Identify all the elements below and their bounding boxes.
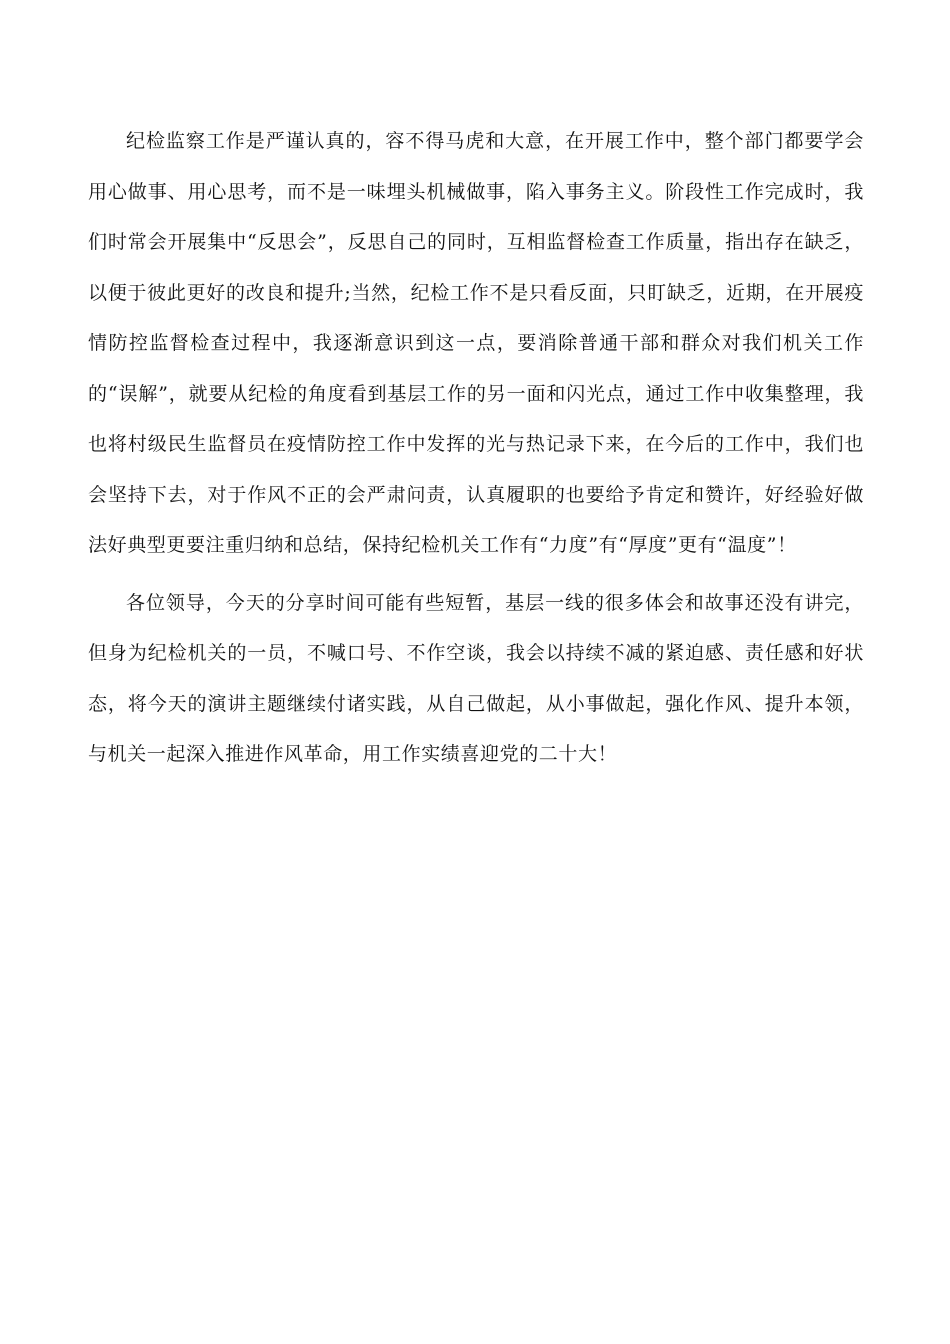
paragraph-1: 纪检监察工作是严谨认真的，容不得马虎和大意，在开展工作中，整个部门都要学会用心做事、用心思考，而不是一味埋头机械做事，陷入事务主义。阶段性工作完成时，我们时常会开展集中“反思会”，反思自己的同时，互相监督检查工作质量，指出存在缺乏，以便于彼此更好的改良和提升;当然，纪检工作不是只看反面，只盯缺乏，近期，在开展疫情防控监督检查过程中，我逐渐意识到这一点，要消除普通干部和群众对我们机关工作的“误解”，就要从纪检的角度看到基层工作的另一面和闪光点，通过工作中收集整理，我也将村级民生监督员在疫情防控工作中发挥的光与热记录下来，在今后的工作中，我们也会坚持下去，对于作风不正的会严肃问责，认真履职的也要给予肯定和赞许，好经验好做法好典型更要注重归纳和总结，保持纪检机关工作有“力度”有“厚度”更有“温度”！ [88, 130, 864, 556]
paragraph-2: 各位领导，今天的分享时间可能有些短暂，基层一线的很多体会和故事还没有讲完，但身为纪检机关的一员，不喊口号、不作空谈，我会以持续不减的紧迫感、责任感和好状态，将今天的演讲主题继续付诸实践，从自己做起，从小事做起，强化作风、提升本领，与机关一起深入推进作风革命，用工作实绩喜迎党的二十大！ [88, 591, 864, 765]
document-body [88, 116, 864, 780]
